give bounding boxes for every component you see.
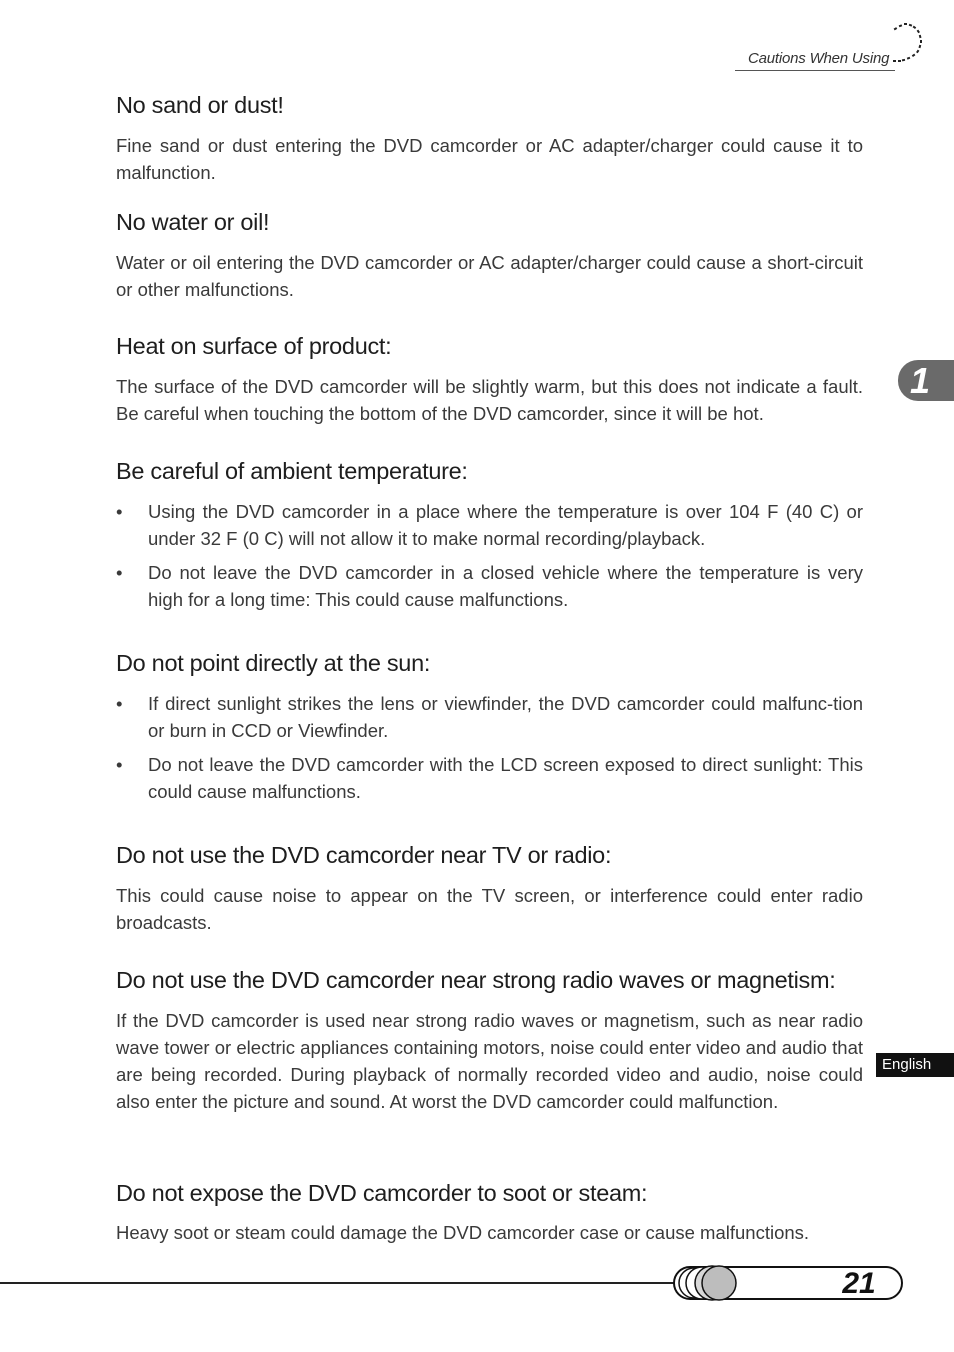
body-no-water: Water or oil entering the DVD camcorder or AC adapter/charger could cause a short-circuit or other malfunctions. <box>116 252 863 300</box>
heading-soot: Do not expose the DVD camcorder to soot or steam: <box>116 1180 648 1206</box>
body-no-sand: Fine sand or dust entering the DVD camcorder or AC adapter/charger could cause it to malfunction. <box>116 135 863 183</box>
language-label: English <box>882 1056 932 1073</box>
language-tab <box>876 1053 954 1077</box>
page-number: 21 <box>842 1267 876 1300</box>
bullet-dot: • <box>116 754 123 775</box>
running-header: Cautions When Using <box>748 50 890 67</box>
footer-rule <box>0 1282 690 1284</box>
body-magnetism: If the DVD camcorder is used near strong radio waves or magnetism, such as near radio wave tower or electric appliances containing motors, noise could enter video and audio that are being recorded. During playback of normally recorded video and audio, noise could also enter the picture and sound. At worst the DVD camcorder could malfunction. <box>116 1010 863 1112</box>
bullet-dot: • <box>116 562 123 583</box>
bullet-text: Do not leave the DVD camcorder with the LCD screen exposed to direct sunlight: This could cause malfunctions. <box>148 754 863 802</box>
bullet-text: Using the DVD camcorder in a place where the temperature is over 104 F (40 C) or under 32 F (0 C) will not allow it to make normal recording/playback. <box>148 501 863 549</box>
heading-sun: Do not point directly at the sun: <box>116 650 431 676</box>
body-heat: The surface of the DVD camcorder will be slightly warm, but this does not indicate a fault. Be careful when touching the bottom of the DVD camcorder, since it will be hot. <box>116 376 863 424</box>
dotted-swirl-icon <box>890 20 926 70</box>
heading-temperature: Be careful of ambient temperature: <box>116 458 468 484</box>
bullet-text: Do not leave the DVD camcorder in a closed vehicle where the temperature is very high for a long time: This could cause malfunctions. <box>148 562 863 610</box>
heading-no-water: No water or oil! <box>116 209 270 235</box>
body-tv-radio: This could cause noise to appear on the TV screen, or interference could enter radio broadcasts. <box>116 885 863 933</box>
heading-tv-radio: Do not use the DVD camcorder near TV or radio: <box>116 842 612 868</box>
bullet-dot: • <box>116 693 123 714</box>
chapter-number: 1 <box>909 360 931 401</box>
heading-no-sand: No sand or dust! <box>116 92 284 118</box>
heading-magnetism: Do not use the DVD camcorder near strong radio waves or magnetism: <box>116 967 836 993</box>
header-rule <box>735 70 895 71</box>
bullet-text: If direct sunlight strikes the lens or viewfinder, the DVD camcorder could malfunc-tion or burn in CCD or Viewfinder. <box>148 693 863 741</box>
heading-heat: Heat on surface of product: <box>116 333 392 359</box>
chapter-tab <box>898 360 954 401</box>
body-soot: Heavy soot or steam could damage the DVD camcorder case or cause malfunctions. <box>116 1222 810 1243</box>
bullet-dot: • <box>116 501 123 522</box>
